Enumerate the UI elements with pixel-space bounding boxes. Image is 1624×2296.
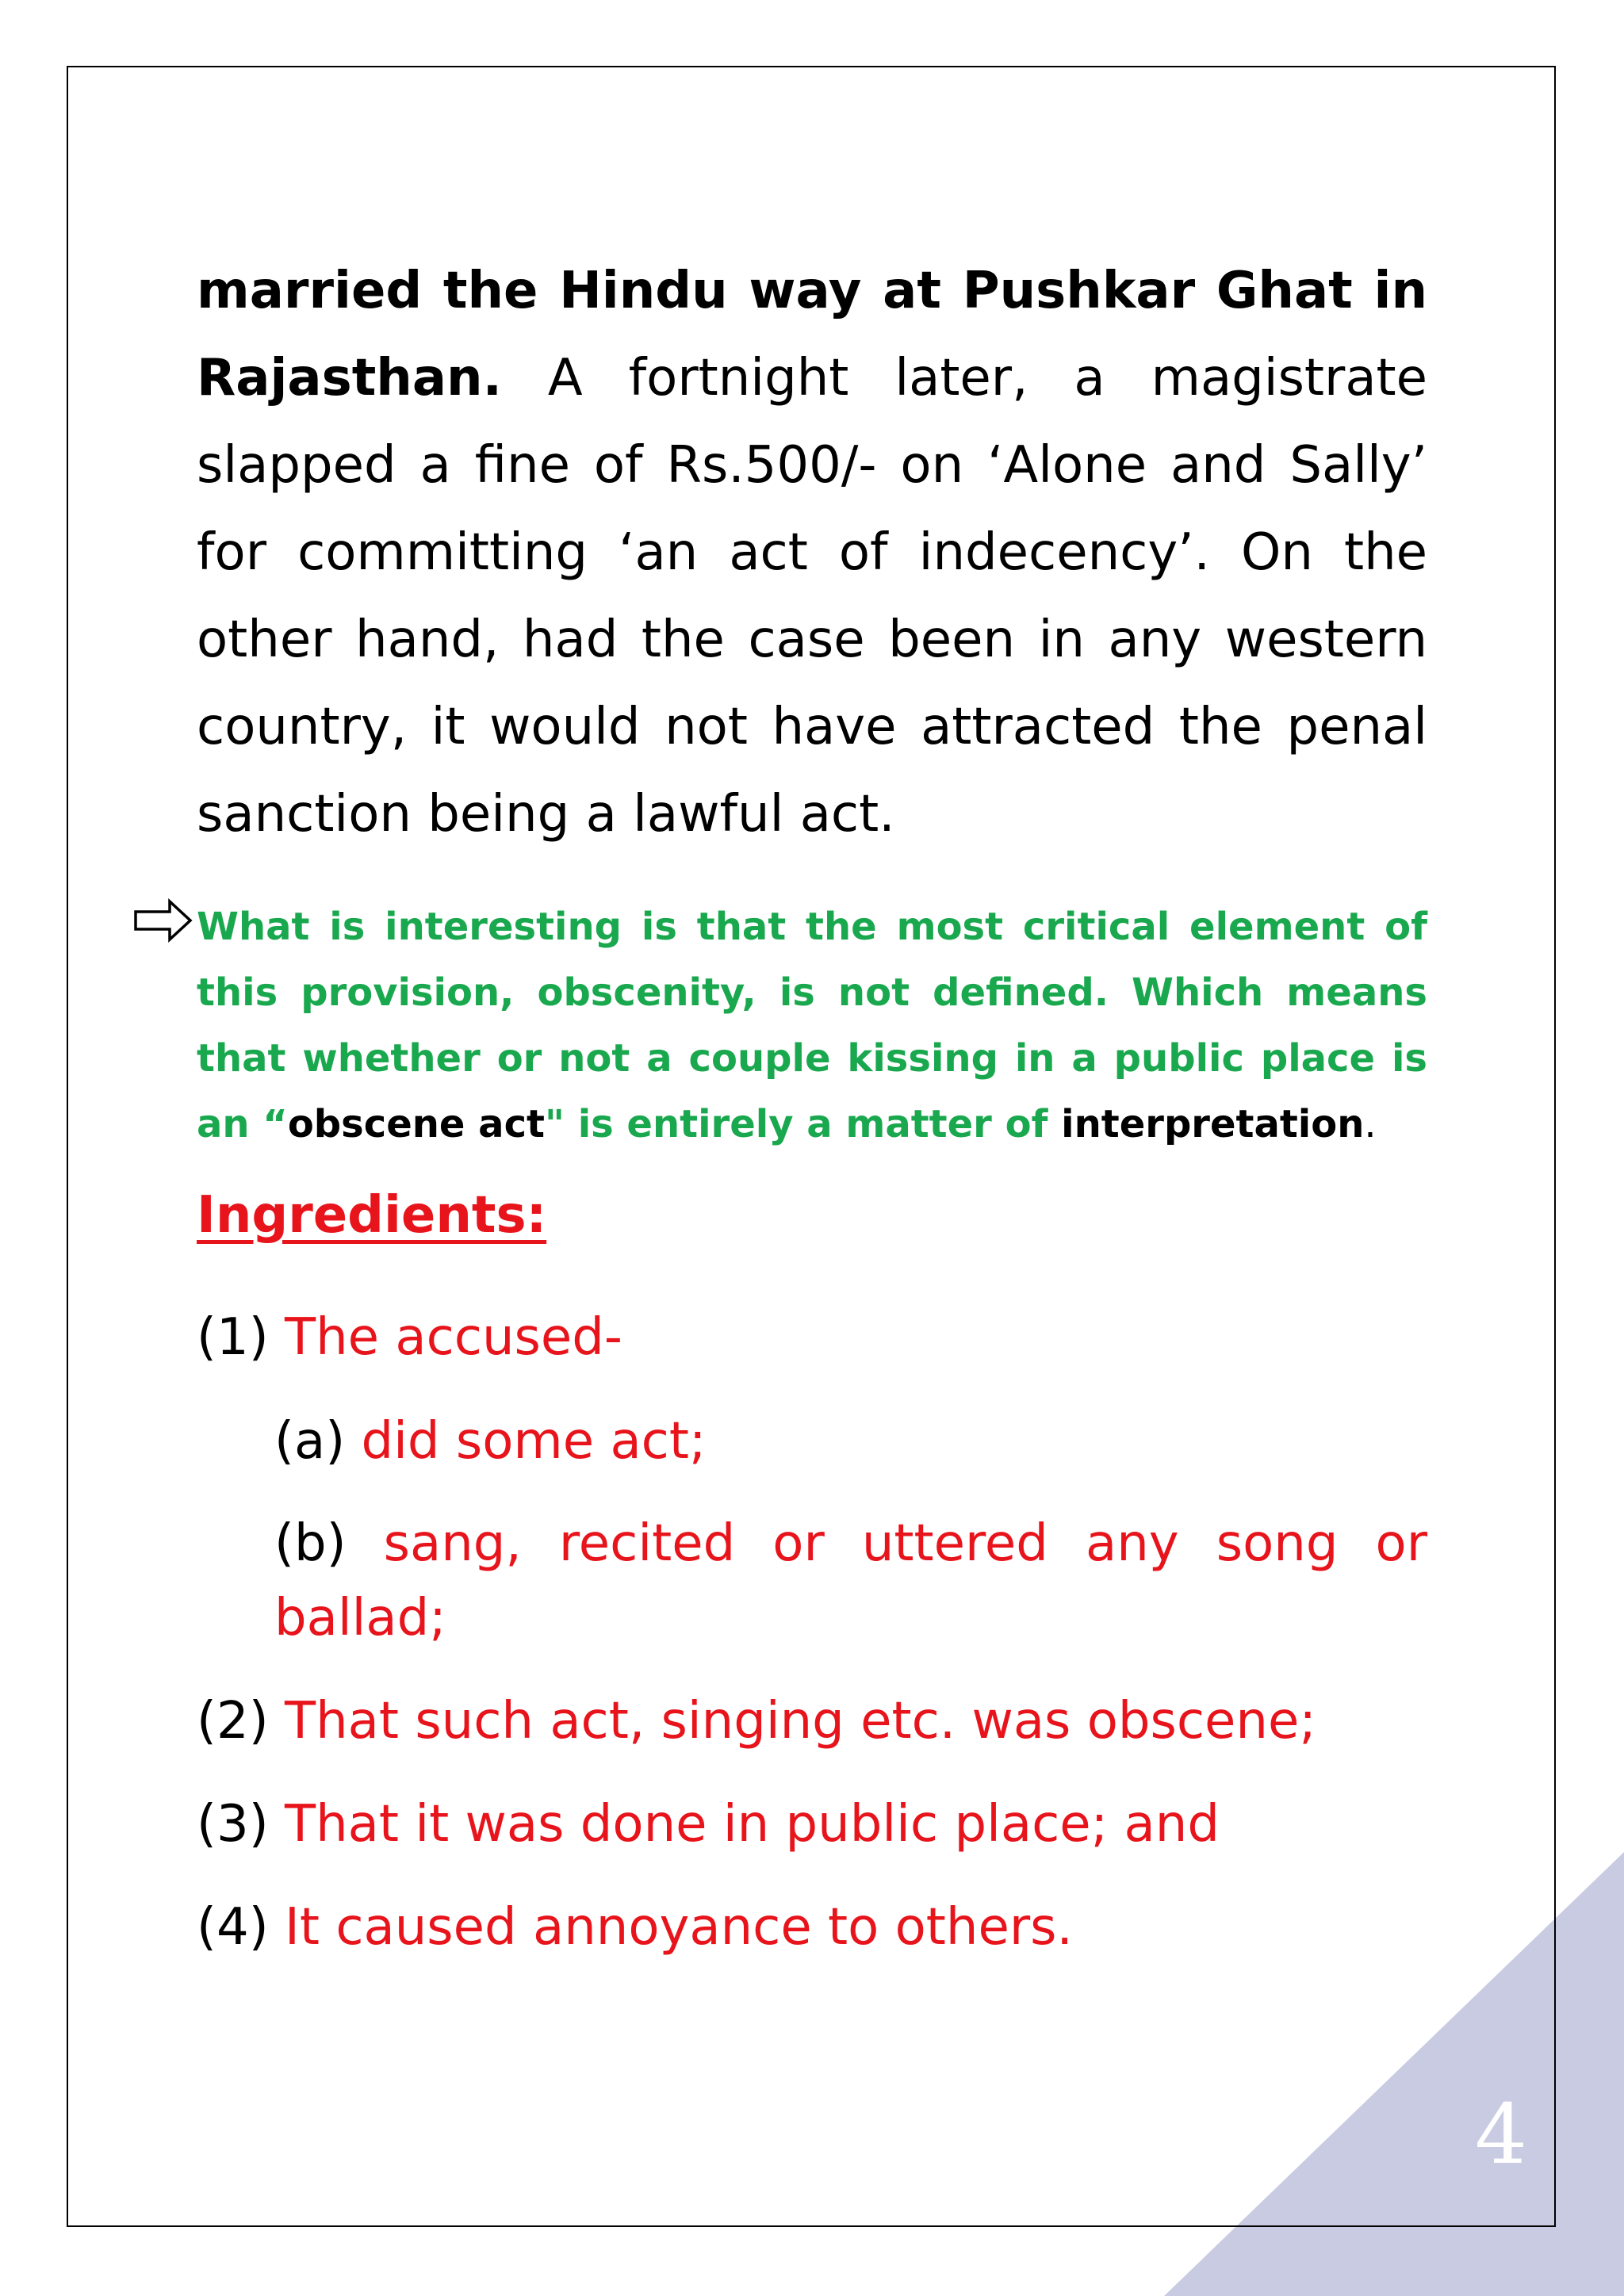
item-text: That such act, singing etc. was obscene; [285,1692,1316,1751]
item-number: (4) [197,1898,269,1957]
item-text: It caused annoyance to others. [285,1898,1073,1957]
note-interpretation: interpretation [1061,1102,1365,1146]
right-arrow-icon [133,898,193,943]
list-item [274,1404,1427,1479]
paragraph-text: A fortnight later, a magistrate slapped a fine of Rs.500/- on ‘Alone and Sally’ for committing ‘an act of indecency’. On the other hand, had the case been in any western country, it would not have attracted the penal sanction being a lawful act. [197,349,1427,844]
note-text-continued: " is entirely a matter of [544,1102,1062,1146]
list-item [274,1506,1427,1655]
list-item [197,1684,1427,1758]
page-number: 4 [1474,2086,1527,2183]
item-text: did some act; [361,1412,707,1471]
note-paragraph [197,894,1427,1158]
item-number: (b) [274,1514,347,1573]
item-number: (3) [197,1795,269,1854]
body-paragraph [197,247,1427,858]
note-period: . [1364,1102,1377,1146]
list-item [197,1787,1427,1862]
item-number: (a) [274,1412,346,1471]
ingredients-heading: Ingredients: [197,1186,547,1245]
item-text: The accused- [285,1308,622,1367]
list-item [197,1890,1427,1965]
item-text: That it was done in public place; and [285,1795,1220,1854]
paragraph-bold-text: married the Hindu way at Pushkar Ghat in Rajasthan. [197,262,1427,408]
note-text: What is interesting is that the most critical element of this provision, obscenity, is not defined. Which means that whether or not a couple kissing in a public place is an “ [197,905,1427,1146]
item-number: (2) [197,1692,269,1751]
note-obscene-act: obscene act [287,1102,545,1146]
item-text: sang, recited or uttered any song or ballad; [274,1514,1428,1647]
item-number: (1) [197,1308,269,1367]
list-item [197,1300,1427,1375]
